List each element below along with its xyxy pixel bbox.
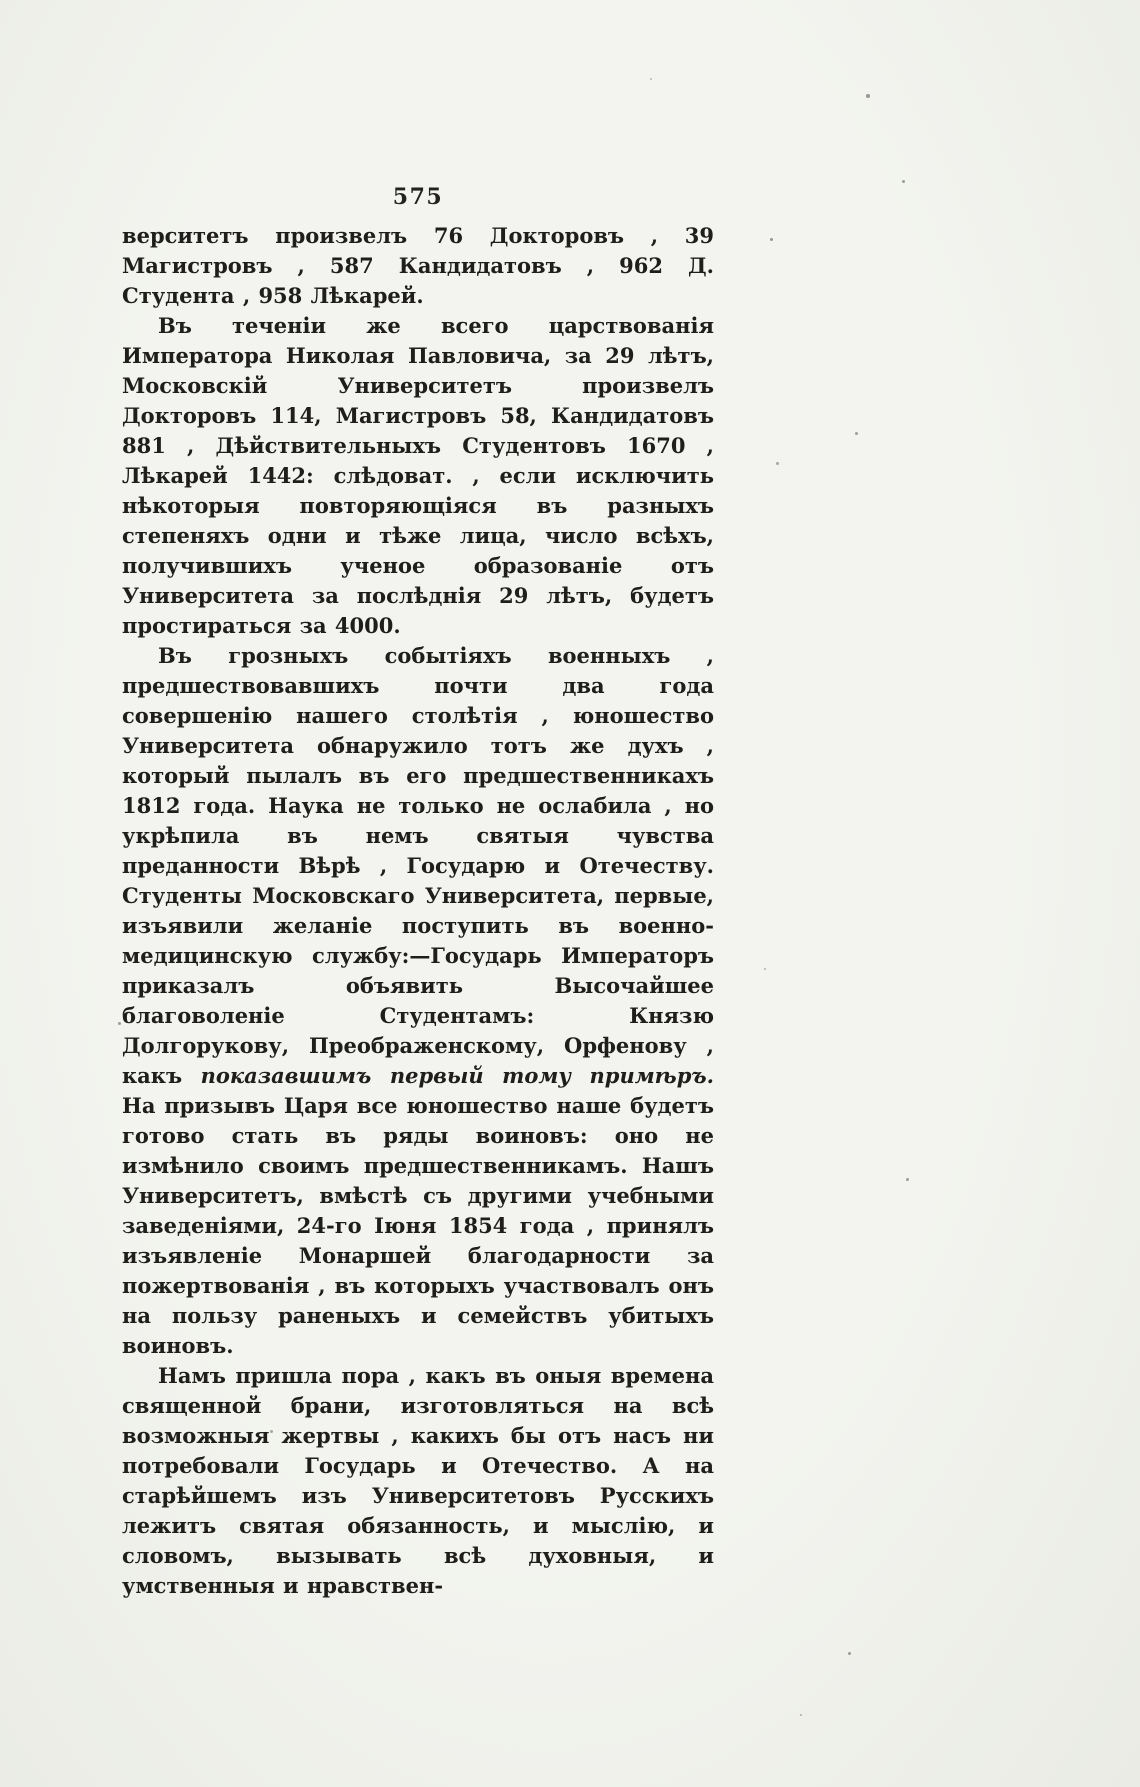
body-text: Въ грозныхъ событіяхъ военныхъ , предшествовавшихъ почти два года совершенію нашего столѣтія , юношество Университета обнаружило тотъ же духъ , который пылалъ въ его предшественникахъ 1812 года. Наука не только не ослабила , но укрѣпила въ немъ святыя чувства преданности Вѣрѣ , Государю и Отечеству. Студенты Московскаго Университета, первые, изъявили желаніе поступить въ военно-медицинскую службу:—Государь Императоръ приказалъ объявить Высочайшее благоволеніе Студентамъ: Князю Долгорукову, Преображенскому, Орфенову , какъ: [122, 643, 714, 1088]
body-text: верситетъ произвелъ 76 Докторовъ , 39 Магистровъ , 587 Кандидатовъ , 962 Д. Студента , 958 Лѣкарей.: [122, 223, 714, 308]
scan-speck: [902, 180, 905, 183]
body-text: На призывъ Царя все юношество наше будетъ готово стать въ ряды воиновъ: оно не измѣнило своимъ предшественникамъ. Нашъ Университетъ, вмѣстѣ съ другими учебными заведеніями, 24-го Іюня 1854 года , принялъ изъявленіе Монаршей благодарности за пожертвованія , въ которыхъ участвовалъ онъ на пользу раненыхъ и семействъ убитыхъ воиновъ.: [122, 1093, 714, 1358]
page-text-block: [122, 221, 714, 1601]
italic-text: показавшимъ первый тому примѣръ.: [200, 1063, 714, 1088]
page-number: 575: [392, 184, 444, 210]
paragraph: [122, 1361, 714, 1601]
body-text: Въ теченіи же всего царствованія Императора Николая Павловича, за 29 лѣтъ, Московскій Университетъ произвелъ Докторовъ 114, Магистровъ 58, Кандидатовъ 881 , Дѣйствительныхъ Студентовъ 1670 , Лѣкарей 1442: слѣдоват. , если исключить нѣкоторыя повторяющіяся въ разныхъ степеняхъ одни и тѣже лица, число всѣхъ, получившихъ ученое образованіе отъ Университета за послѣднія 29 лѣтъ, будетъ простираться за 4000.: [122, 313, 714, 638]
scan-speck: [770, 238, 773, 241]
scan-speck: [800, 1714, 802, 1716]
scan-speck: [650, 78, 652, 80]
scan-speck: [118, 1022, 121, 1025]
scan-speck: [866, 94, 870, 98]
scan-speck: [776, 462, 779, 465]
paragraph: [122, 221, 714, 311]
scan-speck: [855, 432, 858, 435]
paragraph: [122, 641, 714, 1361]
scan-speck: [906, 1178, 909, 1181]
paragraph: [122, 311, 714, 641]
scan-speck: [848, 1652, 851, 1655]
scan-speck: [270, 1430, 273, 1433]
scan-speck: [764, 968, 766, 970]
body-text: Намъ пришла пора , какъ въ оныя времена священной брани, изготовляться на всѣ возможныя жертвы , какихъ бы отъ насъ ни потребовали Государь и Отечество. А на старѣйшемъ изъ Университетовъ Русскихъ лежитъ святая обязанность, и мыслію, и словомъ, вызывать всѣ духовныя, и умственныя и нравствен-: [122, 1363, 714, 1598]
